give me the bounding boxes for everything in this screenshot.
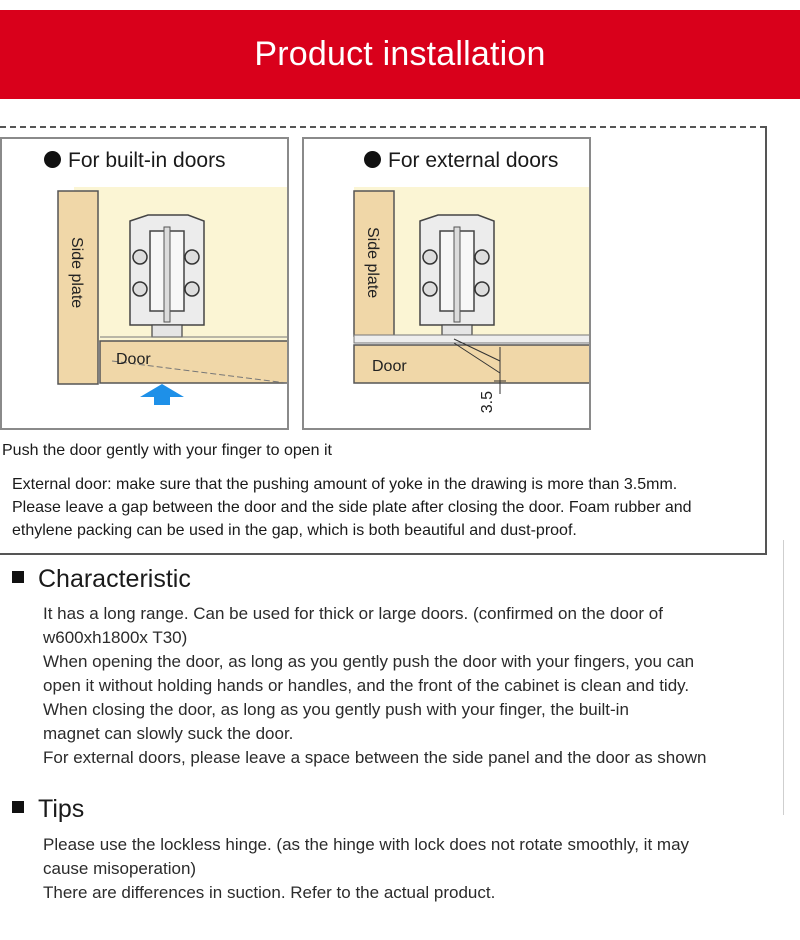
gap-label: 3.5 — [479, 391, 496, 414]
square-bullet-icon — [12, 801, 24, 813]
box-bottom-border — [0, 553, 767, 555]
characteristic-text — [43, 602, 783, 770]
text-line: w600xh1800x T30) — [43, 628, 188, 647]
text-line: When opening the door, as long as you gently push the door with your fingers, you can — [43, 652, 695, 671]
text-line: Please use the lockless hinge. (as the hinge with lock does not rotate smoothly, it may — [43, 835, 690, 854]
tips-heading: Tips — [12, 795, 84, 824]
tips-text — [43, 833, 783, 905]
page-edge-line — [783, 540, 784, 815]
text-line: There are differences in suction. Refer to the actual product. — [43, 883, 496, 902]
text-line: When closing the door, as long as you gently push with your finger, the built-in — [43, 700, 629, 719]
box-right-border — [765, 126, 767, 554]
external-door-note — [12, 473, 762, 542]
note-line: ethylene packing can be used in the gap, which is both beautiful and dust-proof. — [12, 522, 577, 539]
built-in-diagram-graphic — [2, 139, 287, 428]
external-diagram-graphic — [304, 139, 589, 428]
text-line: cause misoperation) — [43, 859, 197, 878]
page-title: Product installation — [254, 35, 546, 73]
panel-title: For built-in doors — [2, 149, 289, 173]
panel-title: For external doors — [304, 149, 591, 173]
side-plate-label: Side plate — [68, 237, 85, 309]
note-line: Please leave a gap between the door and the side plate after closing the door. Foam rubber and — [12, 499, 692, 516]
text-line: For external doors, please leave a space between the side panel and the door as shown — [43, 748, 707, 767]
text-line: open it without holding hands or handles, and the front of the cabinet is clean and tidy. — [43, 676, 690, 695]
magnetic-catch-icon — [420, 215, 494, 335]
door-label: Door — [372, 358, 407, 375]
text-line: It has a long range. Can be used for thick or large doors. (confirmed on the door of — [43, 604, 663, 623]
magnetic-catch-icon — [130, 215, 204, 337]
side-plate-label: Side plate — [364, 227, 381, 299]
diagram-built-in-doors — [0, 137, 289, 430]
push-arrow-icon — [140, 384, 184, 405]
diagram-caption: Push the door gently with your finger to open it — [2, 442, 332, 459]
box-dashed-border — [0, 126, 766, 128]
characteristic-heading: Characteristic — [12, 565, 191, 594]
diagram-external-doors — [302, 137, 591, 430]
header-banner — [0, 10, 800, 99]
bullet-dot-icon — [364, 151, 381, 168]
text-line: magnet can slowly suck the door. — [43, 724, 294, 743]
door-label: Door — [116, 351, 151, 368]
bullet-dot-icon — [44, 151, 61, 168]
note-line: External door: make sure that the pushing amount of yoke in the drawing is more than 3.5mm. — [12, 476, 678, 493]
square-bullet-icon — [12, 571, 24, 583]
